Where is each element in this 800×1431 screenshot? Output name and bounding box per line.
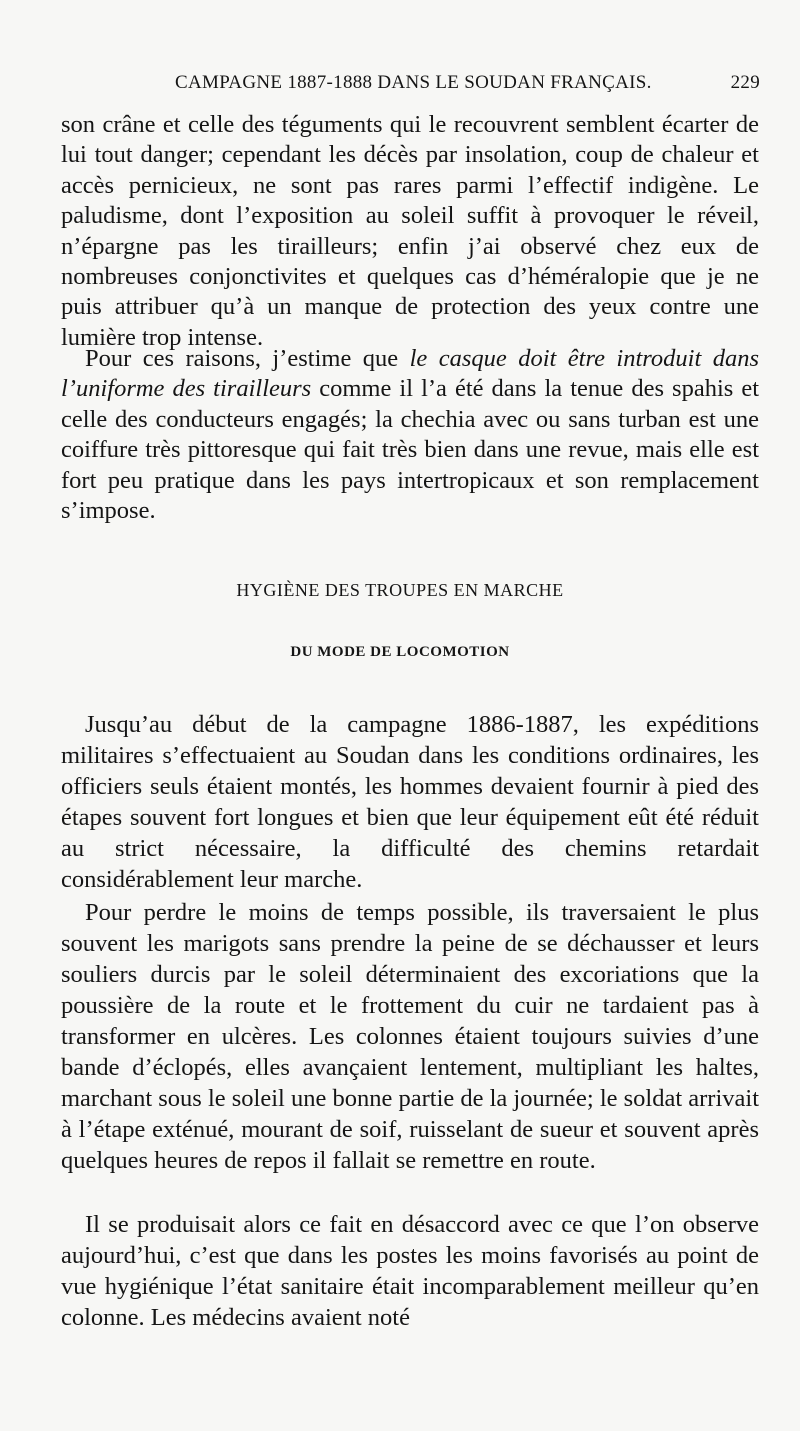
paragraph-3-text: Jusqu’au début de la campagne 1886-1887, les expéditions militaires s’effectuaient au Soudan dans les conditions ordinaires, les officiers seuls étaient montés, les hommes devaient fournir à pied des étapes souvent fort longues et bien que leur équipement eût été réduit au strict nécessaire, la difficulté des chemins retardait considérablement leur marche. — [61, 711, 759, 893]
paragraph-2-start: Pour ces raisons, j’estime que — [85, 345, 399, 372]
paragraph-5 — [61, 1209, 759, 1333]
paragraph-2 — [61, 344, 759, 526]
paragraph-5-text: Il se produisait alors ce fait en désaccord avec ce que l’on observe aujourd’hui, c’est que dans les postes les moins favorisés au point de vue hygiénique l’état sanitaire était incomparablement meilleur qu’en colonne. Les médecins avaient noté — [61, 1211, 759, 1331]
paragraph-1-text: son crâne et celle des téguments qui le recouvrent semblent écarter de lui tout danger; cependant les décès par insolation, coup de chaleur et accès pernicieux, ne sont pas rares parmi l’effectif indigène. Le paludisme, dont l’exposition au soleil suffit à provoquer le réveil, n’épargne pas les tirailleurs; enfin j’ai observé chez eux de nombreuses conjonctivites et quelques cas d’héméralopie que je ne puis attribuer qu’à un manque de protection des yeux contre une lumière trop intense. — [61, 111, 759, 351]
running-title: CAMPAGNE 1887-1888 DANS LE SOUDAN FRANÇAIS. — [175, 72, 652, 93]
paragraph-3 — [61, 709, 759, 895]
paragraph-4-text: Pour perdre le moins de temps possible, ils traversaient le plus souvent les marigots sans prendre la peine de se déchausser et leurs souliers durcis par le soleil déterminaient des excoriations que la poussière de la route et le frottement du cuir ne tardaient pas à transformer en ulcères. Les colonnes étaient toujours suivies d’une bande d’éclopés, elles avançaient lentement, multipliant les haltes, marchant sous le soleil une bonne partie de la journée; le soldat arrivait à l’étape exténué, mourant de soif, ruisselant de sueur et souvent après quelques heures de repos il fallait se remettre en route. — [61, 899, 760, 1174]
paragraph-2-end: comme il l’a été dans la tenue des spahis et celle des conducteurs engagés; la chechia avec ou sans turban est une coiffure très pittoresque qui fait très bien dans une revue, mais elle est fort peu pratique dans les pays intertropicaux et son remplacement s’impose. — [61, 375, 760, 525]
section-heading: HYGIÈNE DES TROUPES EN MARCHE — [236, 580, 564, 600]
paragraph-2-italic: le casque doit être introduit dans l’uniforme des tirailleurs — [61, 345, 759, 403]
paragraph-1 — [61, 110, 759, 353]
running-head — [60, 72, 760, 102]
page-number: 229 — [730, 72, 760, 93]
subsection-heading: DU MODE DE LOCOMOTION — [290, 644, 510, 660]
paragraph-4 — [61, 897, 759, 1176]
